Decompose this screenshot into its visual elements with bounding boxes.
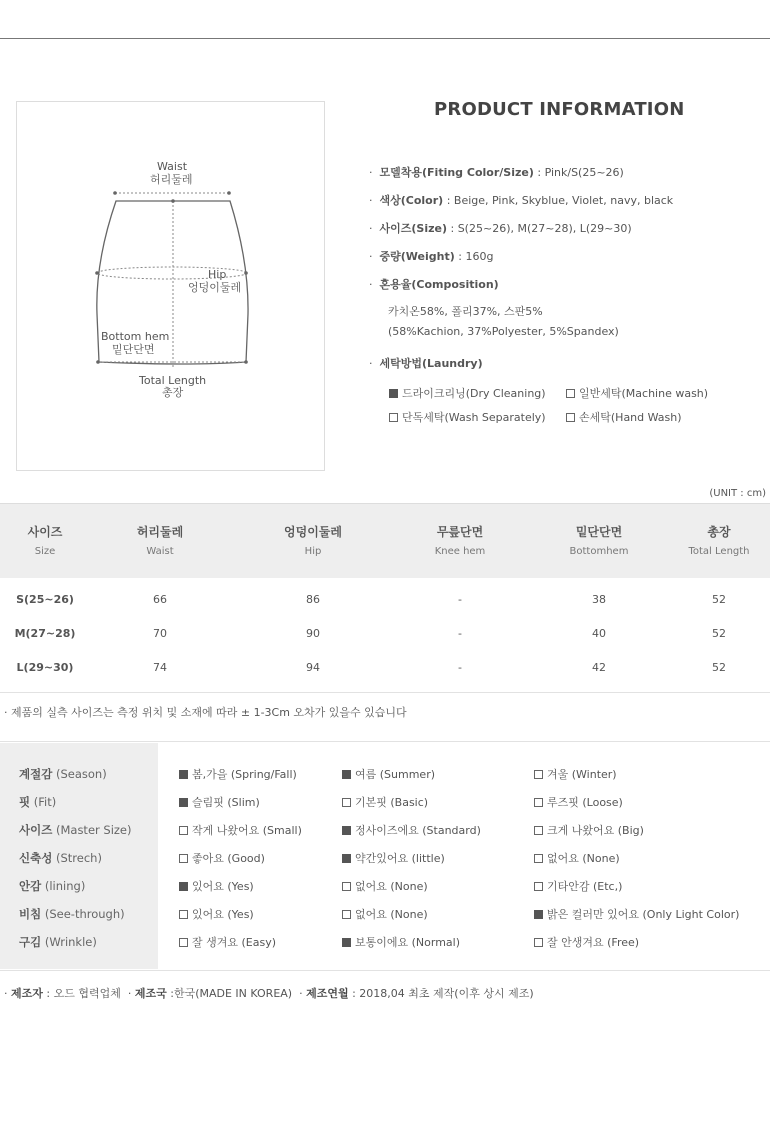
laundry-row: [369, 355, 483, 371]
column-header-ko: 엉덩이둘레: [284, 525, 342, 539]
checkbox-icon: [566, 413, 575, 422]
table-cell: -: [458, 593, 462, 606]
laundry-machine-wash: [566, 385, 708, 401]
fit-label-en: (Master Size): [55, 823, 132, 837]
bullet: ·: [369, 250, 373, 263]
fit-row-label: [19, 794, 56, 810]
hip-label-ko: 엉덩이둘레: [188, 281, 242, 294]
fit-label-ko: 신축성: [19, 851, 53, 865]
table-cell: -: [458, 627, 462, 640]
fit-row-label: [19, 766, 107, 782]
fit-option-label: 보통이에요 (Normal): [355, 936, 461, 949]
column-header-ko: 무릎단면: [436, 525, 484, 539]
column-header-ko: 사이즈: [27, 525, 63, 539]
divider: [0, 741, 770, 742]
table-cell: 40: [592, 627, 606, 640]
checkbox-icon: [342, 826, 351, 835]
size-value: : S(25~26), M(27~28), L(29~30): [450, 222, 632, 235]
hem-label-en: Bottom hem: [101, 330, 170, 343]
unit-label: (UNIT : cm): [709, 488, 766, 499]
fit-option-label: 밝은 컬러만 있어요 (Only Light Color): [547, 908, 740, 921]
fit-option: [179, 822, 302, 838]
composition-row: [369, 276, 499, 292]
maker-key: 제조자: [11, 987, 43, 1000]
fit-option: [179, 906, 254, 922]
column-header-ko: 밑단단면: [575, 525, 623, 539]
checkbox-icon: [179, 770, 188, 779]
fit-option-label: 봄,가을 (Spring/Fall): [192, 768, 297, 781]
size-key: 사이즈(Size): [379, 222, 447, 235]
color-key: 색상(Color): [379, 194, 444, 207]
fit-option-label: 기본핏 (Basic): [355, 796, 429, 809]
fit-option: [342, 878, 428, 894]
composition-en: (58%Kachion, 37%Polyester, 5%Spandex): [388, 325, 619, 338]
fit-label-en: (See-through): [44, 907, 125, 921]
checkbox-icon: [342, 854, 351, 863]
model-fitting-key: 모델착용(Fiting Color/Size): [379, 166, 534, 179]
column-header-en: Bottomhem: [569, 546, 629, 557]
fit-option-label: 크게 나왔어요 (Big): [547, 824, 644, 837]
fit-option: [342, 850, 445, 866]
column-header-ko: 총장: [707, 525, 731, 539]
checkbox-icon: [534, 798, 543, 807]
fit-label-en: (lining): [44, 879, 86, 893]
fit-option: [534, 766, 617, 782]
fit-option-label: 좋아요 (Good): [192, 852, 265, 865]
fit-option: [534, 934, 639, 950]
composition-ko: 카치온58%, 폴리37%, 스판5%: [388, 305, 543, 318]
skirt-illustration: [17, 102, 326, 472]
checkbox-icon: [342, 770, 351, 779]
color-value: : Beige, Pink, Skyblue, Violet, navy, black: [446, 194, 674, 207]
table-cell: 74: [153, 661, 167, 674]
fit-option-label: 잘 안생겨요 (Free): [547, 936, 640, 949]
hip-label-en: Hip: [208, 268, 227, 281]
checkbox-icon: [534, 882, 543, 891]
fit-label-en: (Strech): [55, 851, 102, 865]
laundry-hand-wash: [566, 409, 682, 425]
checkbox-icon: [342, 938, 351, 947]
table-cell: -: [458, 661, 462, 674]
checkbox-icon: [389, 389, 398, 398]
table-cell: 52: [712, 627, 726, 640]
checkbox-icon: [342, 798, 351, 807]
table-cell: 42: [592, 661, 606, 674]
checkbox-icon: [534, 854, 543, 863]
length-label-ko: 총장: [162, 386, 184, 399]
fit-option: [179, 878, 254, 894]
bullet: ·: [369, 222, 373, 235]
country-value: :한국(MADE IN KOREA): [170, 987, 293, 1000]
fit-option-label: 잘 생겨요 (Easy): [192, 936, 277, 949]
fit-label-ko: 구김: [19, 935, 42, 949]
product-info-title: PRODUCT INFORMATION: [434, 99, 685, 120]
checkbox-icon: [342, 882, 351, 891]
table-cell: 66: [153, 593, 167, 606]
column-header-ko: 허리둘레: [136, 525, 184, 539]
bullet: ·: [369, 166, 373, 179]
fit-option-label: 작게 나왔어요 (Small): [192, 824, 302, 837]
table-cell: 94: [306, 661, 320, 674]
fit-row-label: [19, 878, 85, 894]
fit-label-ko: 핏: [19, 795, 31, 809]
laundry-label: 손세탁(Hand Wash): [579, 411, 682, 424]
color-row: [369, 192, 673, 208]
bullet: ·: [369, 357, 373, 370]
checkbox-icon: [534, 826, 543, 835]
weight-row: [369, 248, 493, 264]
bullet: ·: [369, 194, 373, 207]
model-fitting-value: : Pink/S(25~26): [537, 166, 624, 179]
country-key: 제조국: [134, 987, 167, 1000]
table-cell: 52: [712, 593, 726, 606]
fit-option-label: 겨울 (Winter): [547, 768, 617, 781]
column-header-en: Size: [34, 546, 56, 557]
fit-option: [342, 794, 428, 810]
fit-option: [342, 934, 460, 950]
checkbox-icon: [179, 854, 188, 863]
maker-value: : 오드 협력업체: [46, 987, 121, 1000]
fit-row-label: [19, 822, 132, 838]
laundry-label: 단독세탁(Wash Separately): [402, 411, 546, 424]
fit-option: [342, 766, 435, 782]
fit-option-label: 슬림핏 (Slim): [192, 796, 260, 809]
size-row: [369, 220, 632, 236]
fit-row-label: [19, 906, 125, 922]
fit-option-label: 기타안감 (Etc,): [547, 880, 623, 893]
table-cell: 86: [306, 593, 320, 606]
checkbox-icon: [534, 770, 543, 779]
laundry-dry-cleaning: [389, 385, 546, 401]
laundry-key: 세탁방법(Laundry): [379, 357, 483, 370]
size-row-label: L(29~30): [16, 661, 74, 674]
column-header-en: Hip: [304, 546, 322, 557]
fit-option: [534, 822, 644, 838]
fit-row-label: [19, 850, 102, 866]
fit-option-label: 정사이즈에요 (Standard): [355, 824, 481, 837]
manufacturer-info: · 제조자 : 오드 협력업체 · 제조국 :한국(MADE IN KOREA) · 제조연월 : 2018,04 최초 제작(이후 상시 제조): [4, 987, 534, 1000]
checkbox-icon: [389, 413, 398, 422]
laundry-label: 드라이크리닝(Dry Cleaning): [402, 387, 546, 400]
fit-option-label: 없어요 (None): [355, 908, 428, 921]
checkbox-icon: [534, 938, 543, 947]
column-header-en: Knee hem: [434, 546, 486, 557]
fit-option-label: 없어요 (None): [355, 880, 428, 893]
size-row-label: M(27~28): [14, 627, 76, 640]
fit-option: [179, 766, 297, 782]
divider: [0, 970, 770, 971]
checkbox-icon: [179, 910, 188, 919]
fit-option-label: 여름 (Summer): [355, 768, 436, 781]
table-cell: 90: [306, 627, 320, 640]
column-header-en: Waist: [146, 546, 174, 557]
size-table-header: [0, 503, 770, 578]
checkbox-icon: [179, 798, 188, 807]
fit-option: [534, 850, 620, 866]
fit-option-label: 약간있어요 (little): [355, 852, 445, 865]
date-value: : 2018,04 최초 제작(이후 상시 제조): [352, 987, 534, 1000]
hem-label-ko: 밑단단면: [112, 343, 155, 356]
weight-value: : 160g: [458, 250, 494, 263]
checkbox-icon: [342, 910, 351, 919]
fit-option: [179, 850, 265, 866]
fit-label-en: (Fit): [33, 795, 57, 809]
top-divider: [0, 38, 770, 39]
fit-option: [179, 794, 260, 810]
fit-option: [534, 794, 623, 810]
fit-label-ko: 비침: [19, 907, 42, 921]
waist-label-en: Waist: [157, 160, 188, 173]
checkbox-icon: [179, 826, 188, 835]
fit-option: [179, 934, 276, 950]
size-row-label: S(25~26): [16, 593, 74, 606]
laundry-label: 일반세탁(Machine wash): [579, 387, 709, 400]
fit-option-label: 없어요 (None): [547, 852, 620, 865]
laundry-wash-separately: [389, 409, 546, 425]
column-header-en: Total Length: [688, 546, 750, 557]
checkbox-icon: [179, 882, 188, 891]
fit-option: [534, 906, 739, 922]
table-cell: 38: [592, 593, 606, 606]
fit-option: [342, 822, 481, 838]
table-cell: 70: [153, 627, 167, 640]
fit-option: [342, 906, 428, 922]
fit-label-ko: 계절감: [19, 767, 53, 781]
measurement-diagram: [16, 101, 325, 471]
fit-row-label: [19, 934, 97, 950]
model-fitting-row: [369, 164, 624, 180]
composition-key: 혼용율(Composition): [379, 278, 499, 291]
waist-label-ko: 허리둘레: [150, 173, 193, 186]
fit-label-ko: 사이즈: [19, 823, 53, 837]
divider: [0, 692, 770, 693]
checkbox-icon: [179, 938, 188, 947]
checkbox-icon: [534, 910, 543, 919]
weight-key: 중량(Weight): [379, 250, 455, 263]
fit-option-label: 있어요 (Yes): [192, 880, 254, 893]
fit-option: [534, 878, 622, 894]
fit-label-ko: 안감: [19, 879, 42, 893]
fit-label-en: (Season): [55, 767, 107, 781]
fit-option-label: 루즈핏 (Loose): [547, 796, 623, 809]
length-label-en: Total Length: [139, 374, 207, 387]
fit-option-label: 있어요 (Yes): [192, 908, 254, 921]
table-cell: 52: [712, 661, 726, 674]
checkbox-icon: [566, 389, 575, 398]
bullet: ·: [369, 278, 373, 291]
date-key: 제조연월: [306, 987, 349, 1000]
measurement-note: · 제품의 실측 사이즈는 측정 위치 및 소재에 따라 ± 1-3Cm 오차가 있을수 있습니다: [4, 706, 407, 719]
fit-label-en: (Wrinkle): [44, 935, 97, 949]
